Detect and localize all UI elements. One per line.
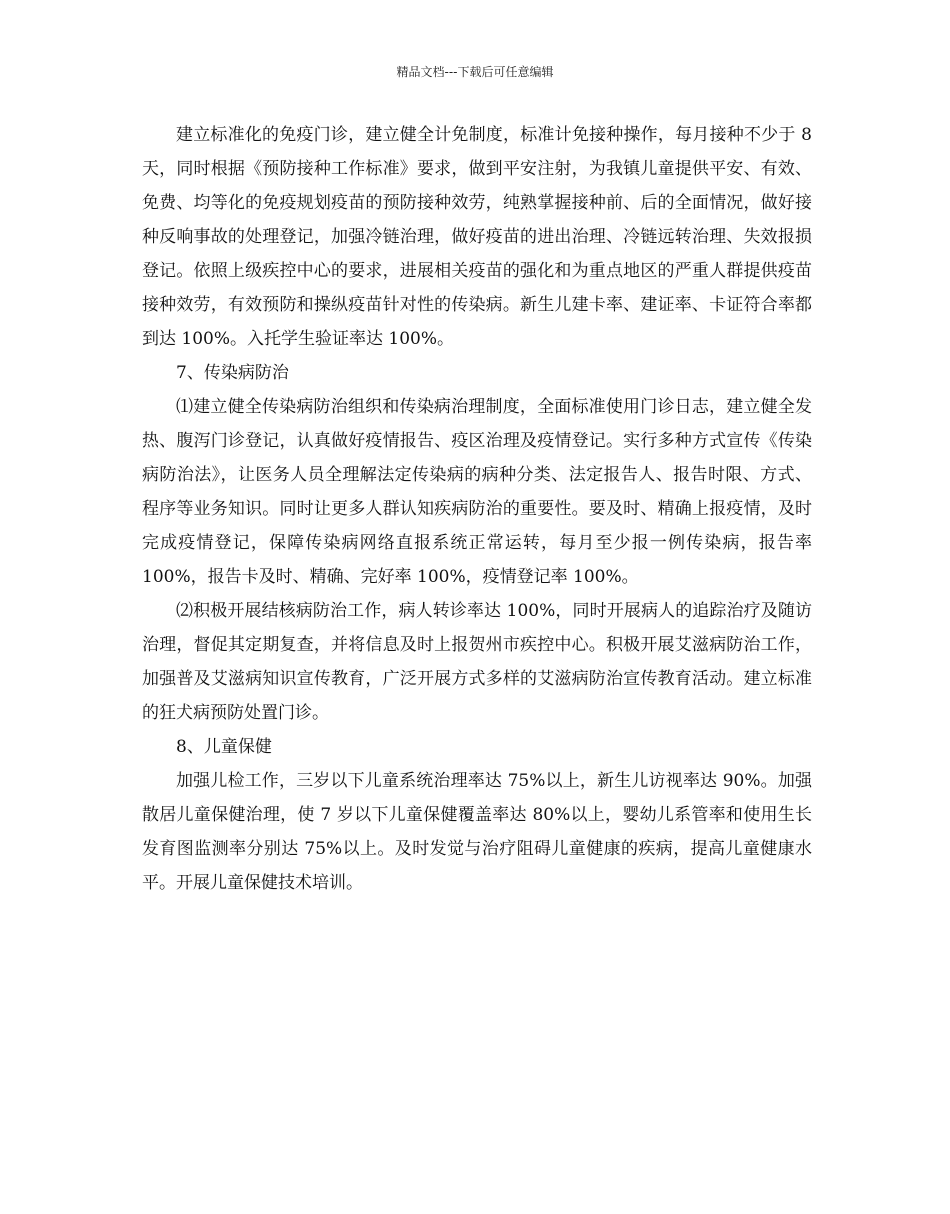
section-heading-infectious-disease: 7、传染病防治 xyxy=(176,363,289,383)
paragraph-tuberculosis-aids: ⑵积极开展结核病防治工作，病人转诊率达 100%，同时开展病人的追踪治疗及随访治理，督促其定期复查，并将信息及时上报贺州市疾控中心。积极开展艾滋病防治工作，加强普及艾滋病知识宣传教育，广泛开展方式多样的艾滋病防治宣传教育活动。建立标准的狂犬病预防处置门诊。 xyxy=(142,601,812,723)
paragraph-child-health: 加强儿检工作，三岁以下儿童系统治理率达 75%以上，新生儿访视率达 90%。加强散居儿童保健治理，使 7 岁以下儿童保健覆盖率达 80%以上，婴幼儿系管率和使用生长发育图监测率分别达 75%以上。及时发觉与治疗阻碍儿童健康的疾病，提高儿童健康水平。开展儿童保健技术培训。 xyxy=(142,771,812,893)
page-header: 精品文档---下载后可任意编辑 xyxy=(396,65,554,79)
section-heading-child-health: 8、儿童保健 xyxy=(176,737,272,757)
paragraph-infectious-disease-system: ⑴建立健全传染病防治组织和传染病治理制度，全面标准使用门诊日志，建立健全发热、腹泻门诊登记，认真做好疫情报告、疫区治理及疫情登记。实行多种方式宣传《传染病防治法》，让医务人员全理解法定传染病的病种分类、法定报告人、报告时限、方式、程序等业务知识。同时让更多人群认知疾病防治的重要性。要及时、精确上报疫情，及时完成疫情登记，保障传染病网络直报系统正常运转，每月至少报一例传染病，报告率 100%，报告卡及时、精确、完好率 100%，疫情登记率 100%。 xyxy=(142,397,812,587)
document-body xyxy=(142,118,812,900)
paragraph-immunization-clinic: 建立标准化的免疫门诊，建立健全计免制度，标准计免接种操作，每月接种不少于 8 天，同时根据《预防接种工作标准》要求，做到平安注射，为我镇儿童提供平安、有效、免费、均等化的免疫规划疫苗的预防接种效劳，纯熟掌握接种前、后的全面情况，做好接种反响事故的处理登记，加强冷链治理，做好疫苗的进出治理、冷链远转治理、失效报损登记。依照上级疾控中心的要求，进展相关疫苗的强化和为重点地区的严重人群提供疫苗接种效劳，有效预防和操纵疫苗针对性的传染病。新生儿建卡率、建证率、卡证符合率都到达 100%。入托学生验证率达 100%。 xyxy=(142,125,812,349)
